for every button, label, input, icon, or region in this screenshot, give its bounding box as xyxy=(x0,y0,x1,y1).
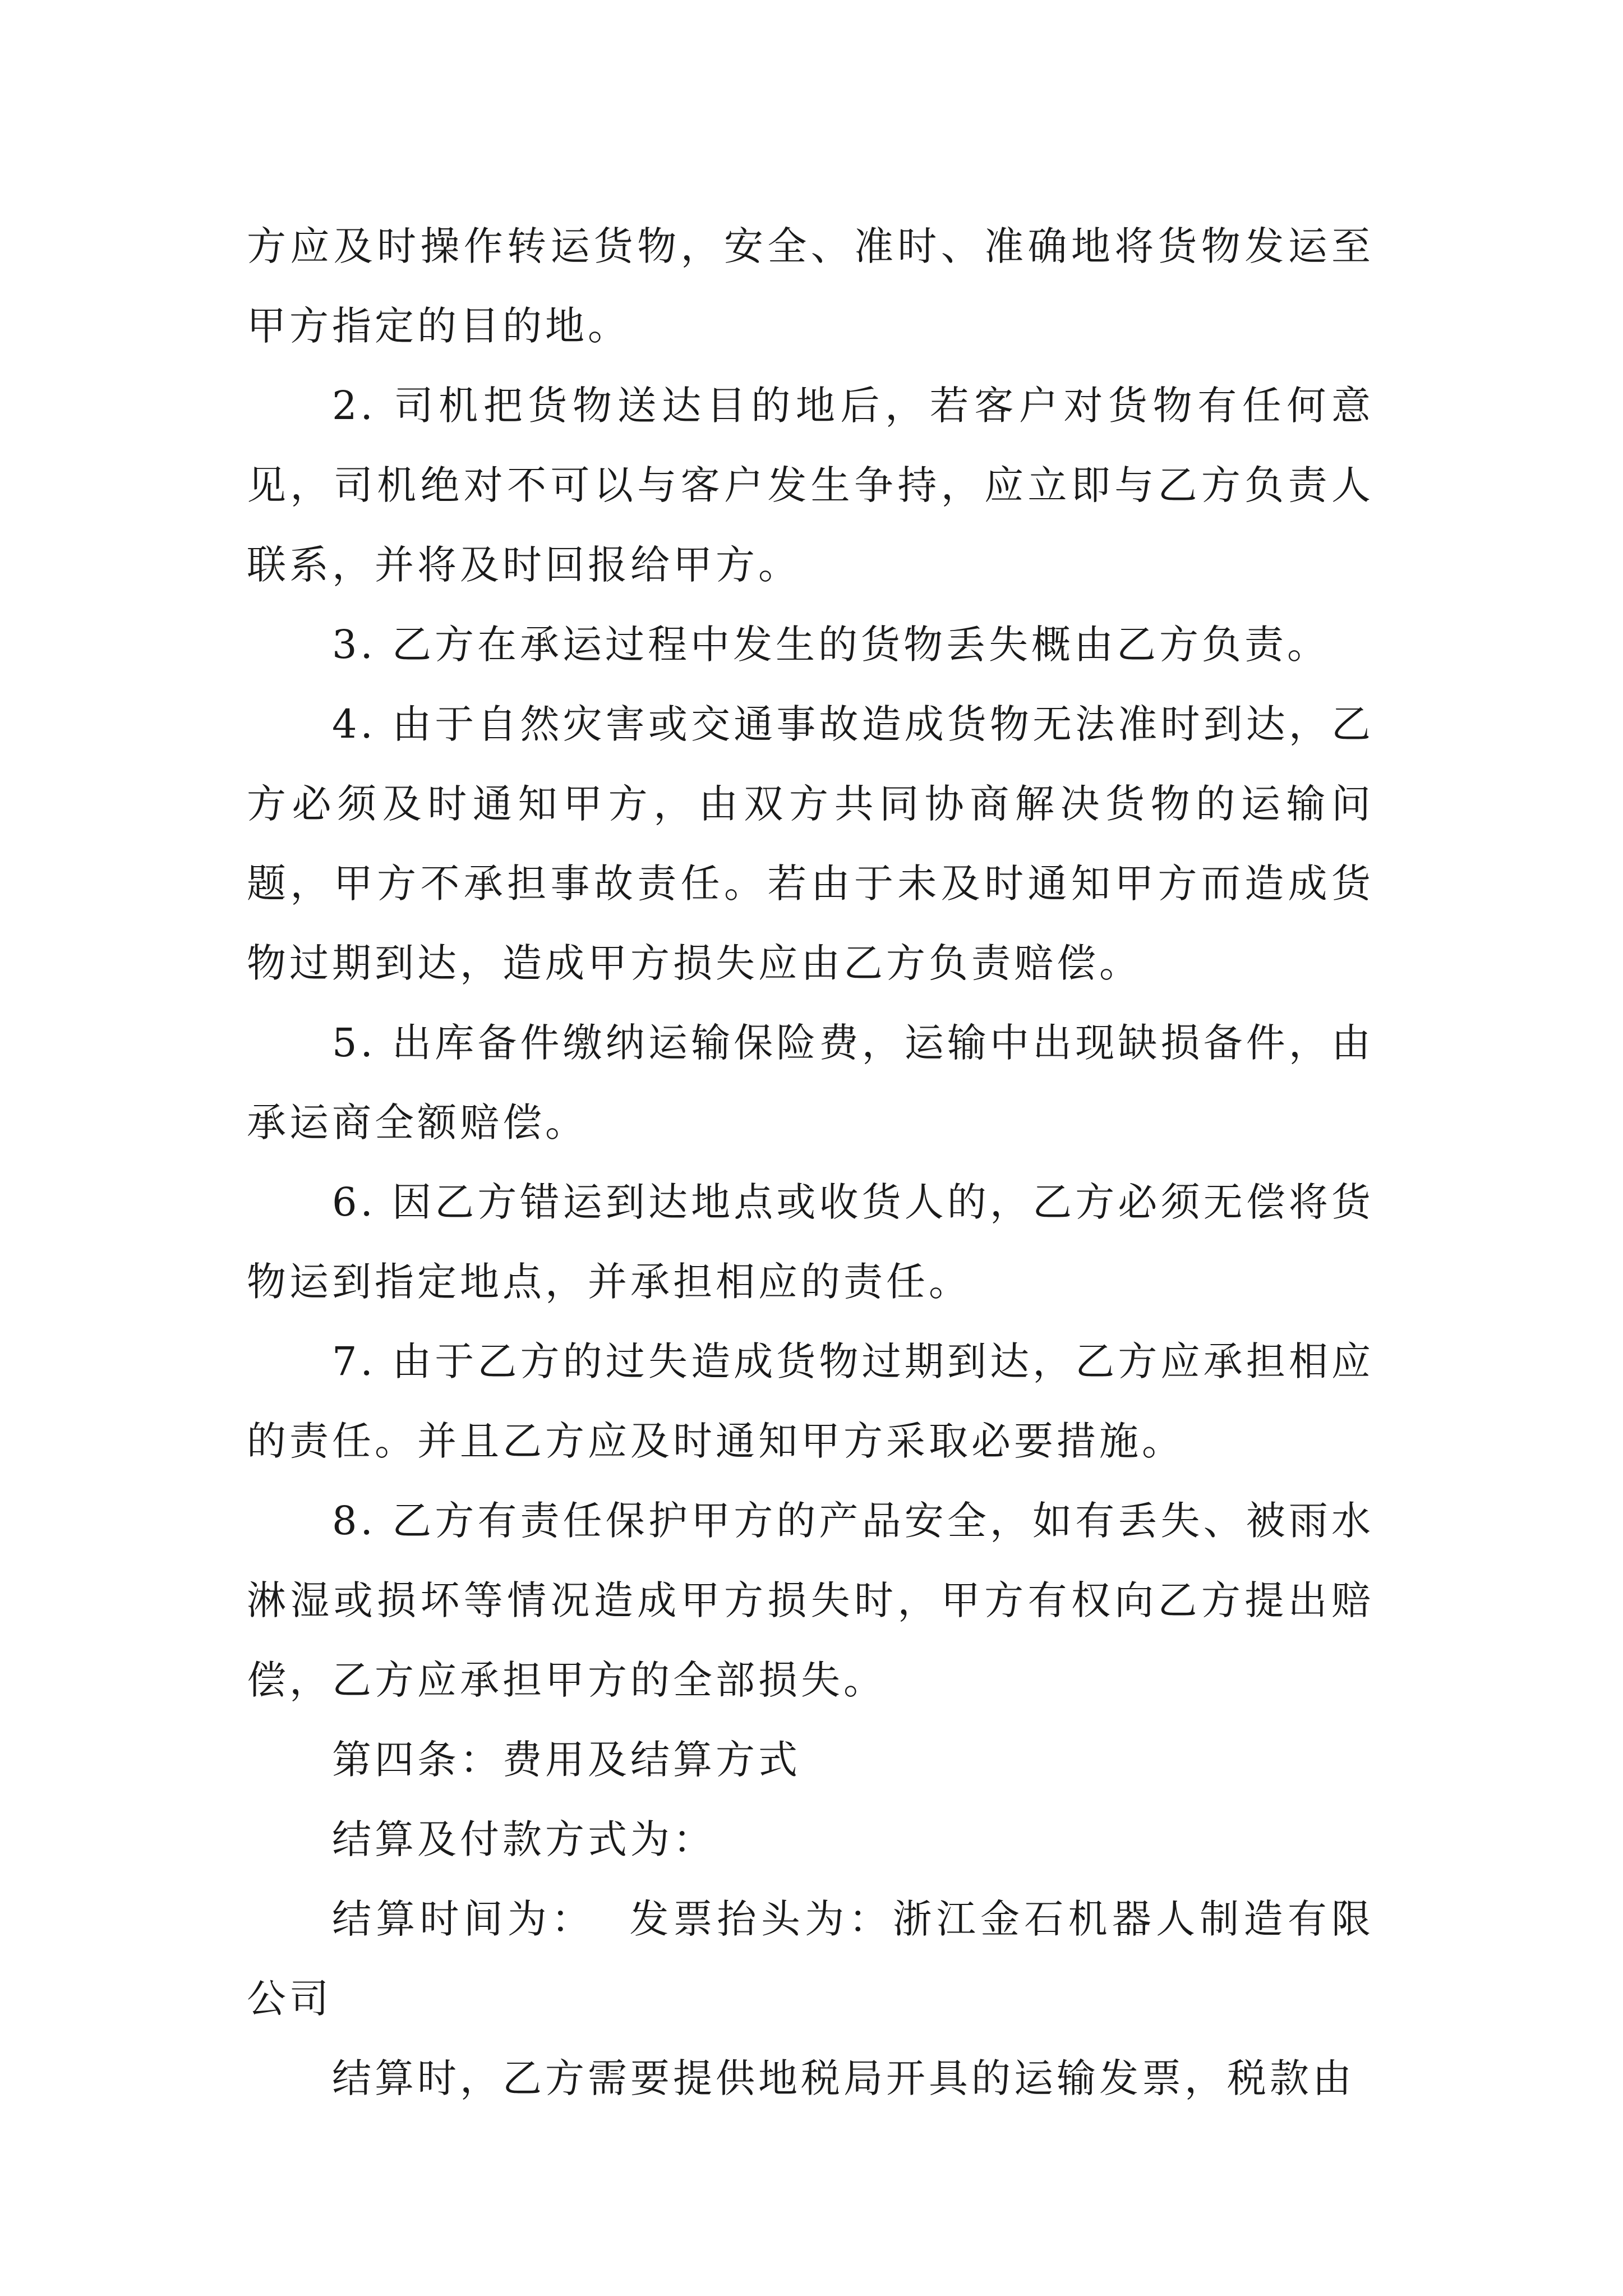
settlement-invoice-requirement: 结算时，乙方需要提供地税局开具的运输发票，税款由 xyxy=(332,2055,1355,2101)
clause-4: 4. 由于自然灾害或交通事故造成货物无法准时到达，乙方必须及时通知甲方，由双方共同协商解决货物的运输问题，甲方不承担事故责任。若由于未及时通知甲方而造成货物过期到达，造成甲方损失应由乙方负责赔偿。 xyxy=(247,701,1374,986)
clause-7: 7. 由于乙方的过失造成货物过期到达，乙方应承担相应的责任。并且乙方应及时通知甲方采取必要措施。 xyxy=(247,1338,1374,1464)
clause-5: 5. 出库备件缴纳运输保险费，运输中出现缺损备件，由承运商全额赔偿。 xyxy=(247,1020,1374,1145)
article-4-heading: 第四条：费用及结算方式 xyxy=(332,1737,801,1783)
settlement-method: 结算及付款方式为： xyxy=(332,1816,716,1862)
clause-8: 8. 乙方有责任保护甲方的产品安全，如有丢失、被雨水淋湿或损坏等情况造成甲方损失时，甲方有权向乙方提出赔偿，乙方应承担甲方的全部损失。 xyxy=(247,1498,1374,1703)
paragraph-continuation: 方应及时操作转运货物，安全、准时、准确地将货物发运至甲方指定的目的地。 xyxy=(247,223,1374,349)
settlement-time-invoice-title: 结算时间为： 发票抬头为：浙江金石机器人制造有限公司 xyxy=(247,1896,1374,2022)
clause-6: 6. 因乙方错运到达地点或收货人的，乙方必须无偿将货物运到指定地点，并承担相应的责任。 xyxy=(247,1179,1374,1305)
document-body xyxy=(247,206,1374,2118)
clause-3: 3. 乙方在承运过程中发生的货物丢失概由乙方负责。 xyxy=(332,622,1330,668)
clause-2: 2. 司机把货物送达目的地后，若客户对货物有任何意见，司机绝对不可以与客户发生争持，应立即与乙方负责人联系，并将及时回报给甲方。 xyxy=(247,383,1374,588)
